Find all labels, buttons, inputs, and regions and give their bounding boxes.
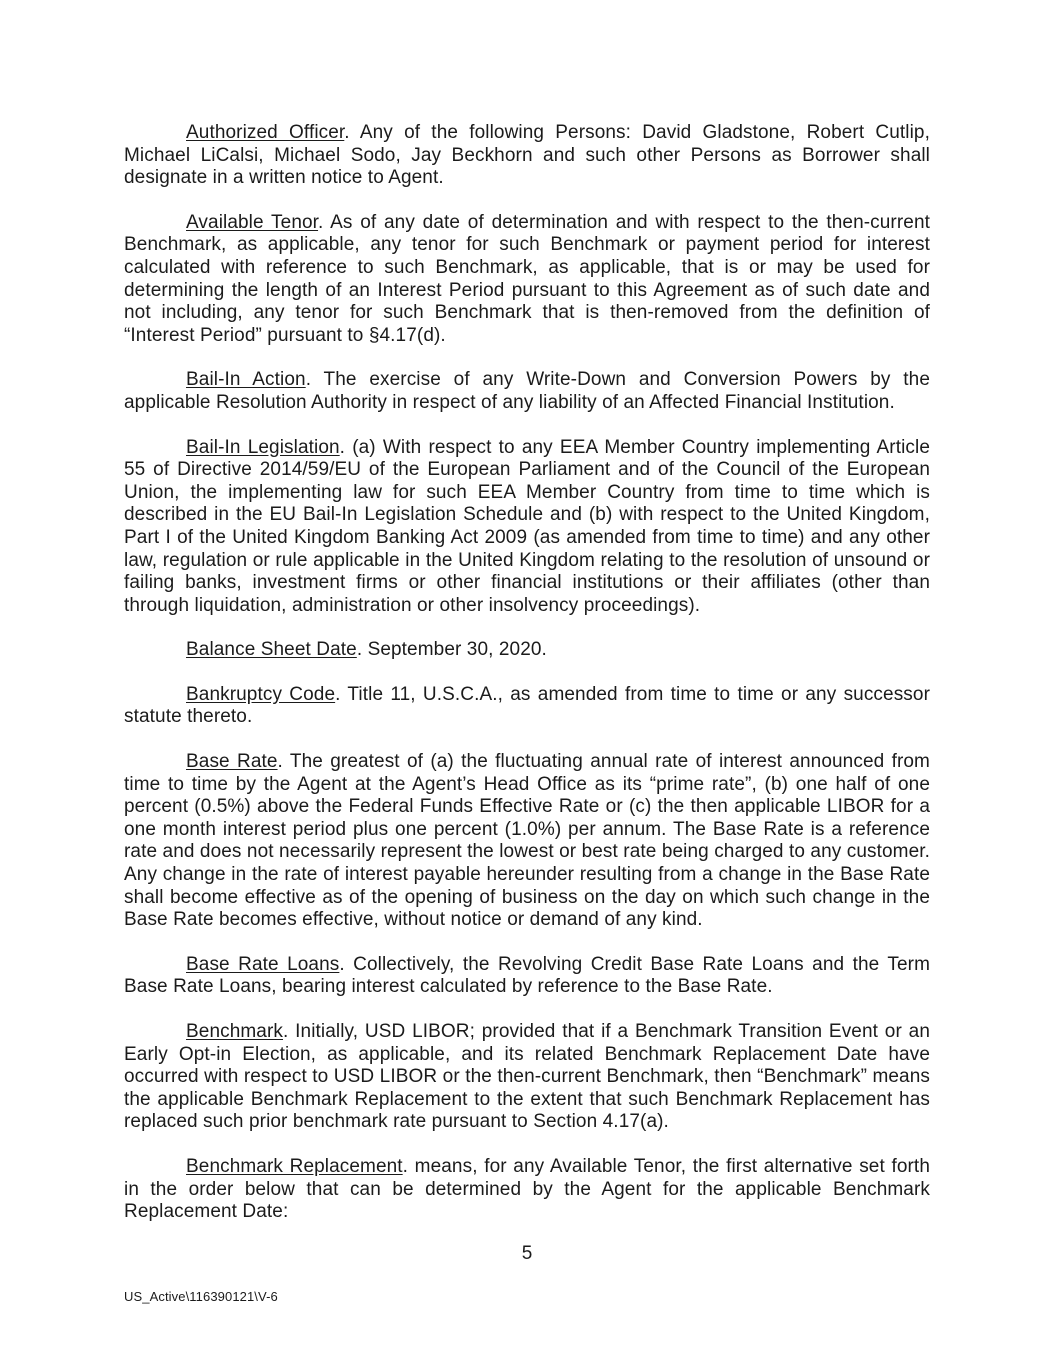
definition-paragraph-bail-in-legislation [124, 437, 930, 618]
defined-term: Available Tenor [186, 211, 319, 233]
definition-text: . Collectively, the Revolving Credit Base Rate Loans and the Term Base Rate Loans, bearing interest calculated by reference to the Base Rate. [124, 953, 931, 998]
definition-text: . The exercise of any Write-Down and Conversion Powers by the applicable Resolution Authority in respect of any liability of an Affected Financial Institution. [124, 369, 930, 413]
defined-term: Authorized Officer [186, 122, 345, 143]
definition-paragraph-authorized-officer [124, 122, 930, 190]
page-number: 5 [521, 1243, 533, 1264]
definition-paragraph-available-tenor [124, 212, 930, 348]
definition-paragraph-bail-in-action [124, 369, 930, 414]
definition-paragraph-benchmark-replacement [124, 1156, 930, 1224]
definition-text: . means, for any Available Tenor, the first alternative set forth in the order below that can be determined by the Agent for the applicable Benchmark Replacement Date: [124, 1155, 930, 1223]
defined-term: Bail-In Legislation [186, 436, 340, 458]
definition-paragraph-base-rate [124, 751, 930, 932]
defined-term: Benchmark [186, 1021, 283, 1042]
defined-term: Base Rate Loans [186, 953, 340, 975]
definition-paragraph-base-rate-loans [124, 954, 930, 999]
document-body [124, 122, 930, 1224]
definition-paragraph-benchmark [124, 1021, 930, 1134]
defined-term: Base Rate [186, 751, 278, 773]
definition-text: . Any of the following Persons: David Gladstone, Robert Cutlip, Michael LiCalsi, Michael Sodo, Jay Beckhorn and such other Persons as Borrower shall designate in a written notice to Agent. [124, 122, 930, 189]
definition-text: . As of any date of determination and with respect to the then-current Benchmark, as applicable, any tenor for such Benchmark or payment period for interest calculated with reference to such Benchmark, as applicable, that is or may be used for determining the length of an Interest Period pursuant to this Agreement as of such date and not including, any tenor for such Benchmark that is then-removed from the definition of “Interest Period” pursuant to §4.17(d). [124, 211, 931, 346]
definition-text: . The greatest of (a) the fluctuating annual rate of interest announced from time to time by the Agent at the Agent’s Head Office as its “prime rate”, (b) one half of one percent (0.5%) above the Federal Funds Effective Rate or (c) the then applicable LIBOR for a one month interest period plus one percent (1.0%) per annum. The Base Rate is a reference rate and does not necessarily represent the lowest or best rate being charged to any customer. Any change in the rate of interest payable hereunder resulting from a change in the Base Rate shall become effective as of the opening of business on the day on which such change in the Base Rate becomes effective, without notice or demand of any kind. [124, 751, 930, 931]
definition-paragraph-balance-sheet-date [124, 639, 930, 662]
definition-text: . Title 11, U.S.C.A., as amended from time to time or any successor statute thereto. [124, 683, 930, 728]
definition-text: . Initially, USD LIBOR; provided that if a Benchmark Transition Event or an Early Opt-in Election, as applicable, and its related Benchmark Replacement Date have occurred with respect to USD LIBOR or the then-current Benchmark, then “Benchmark” means the applicable Benchmark Replacement to the extent that such Benchmark Replacement has replaced such prior benchmark rate pursuant to Section 4.17(a). [124, 1021, 930, 1133]
document-reference-footer: US_Active\116390121\V-6 [124, 1289, 278, 1304]
definition-text: . (a) With respect to any EEA Member Country implementing Article 55 of Directive 2014/59/EU of the European Parliament and of the Council of the European Union, the implementing law for such EEA Member Country from time to time which is described in the EU Bail-In Legislation Schedule and (b) with respect to the United Kingdom, Part I of the United Kingdom Banking Act 2009 (as amended from time to time) and any other law, regulation or rule applicable in the United Kingdom relating to the resolution of unsound or failing banks, investment firms or other financial institutions or their affiliates (other than through liquidation, administration or other insolvency proceedings). [124, 436, 930, 616]
defined-term: Balance Sheet Date [186, 639, 357, 661]
defined-term: Benchmark Replacement [186, 1155, 403, 1177]
definition-text: . September 30, 2020. [356, 639, 547, 661]
definition-paragraph-bankruptcy-code [124, 684, 930, 729]
defined-term: Bail-In Action [186, 369, 306, 391]
defined-term: Bankruptcy Code [186, 683, 336, 705]
